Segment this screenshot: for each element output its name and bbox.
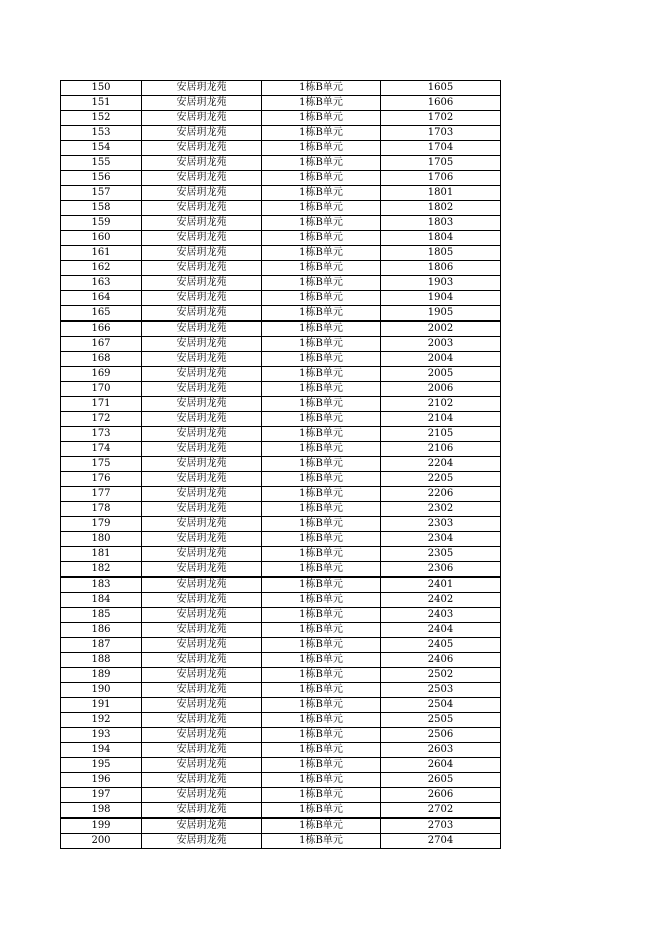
building-unit-cell: 1栋B单元	[262, 532, 381, 547]
row-number-cell: 180	[61, 532, 142, 547]
building-unit-cell: 1栋B单元	[262, 593, 381, 608]
table-row	[61, 246, 501, 261]
community-name-cell: 安居玥龙苑	[142, 502, 262, 517]
row-number-cell: 187	[61, 638, 142, 653]
community-name-cell: 安居玥龙苑	[142, 547, 262, 562]
row-number-cell: 179	[61, 517, 142, 532]
room-number-cell: 2703	[381, 818, 501, 834]
community-name-cell: 安居玥龙苑	[142, 593, 262, 608]
community-name-cell: 安居玥龙苑	[142, 96, 262, 111]
building-unit-cell: 1栋B单元	[262, 111, 381, 126]
community-name-cell: 安居玥龙苑	[142, 818, 262, 834]
room-number-cell: 2404	[381, 623, 501, 638]
table-row	[61, 593, 501, 608]
room-number-cell: 2302	[381, 502, 501, 517]
table-row	[61, 111, 501, 126]
building-unit-cell: 1栋B单元	[262, 577, 381, 593]
room-number-cell: 1606	[381, 96, 501, 111]
row-number-cell: 169	[61, 367, 142, 382]
table-row	[61, 487, 501, 502]
building-unit-cell: 1栋B单元	[262, 713, 381, 728]
table-row	[61, 186, 501, 201]
building-unit-cell: 1栋B单元	[262, 367, 381, 382]
table-row	[61, 834, 501, 849]
room-number-cell: 1704	[381, 141, 501, 156]
building-unit-cell: 1栋B单元	[262, 728, 381, 743]
row-number-cell: 158	[61, 201, 142, 216]
table-row	[61, 231, 501, 246]
row-number-cell: 198	[61, 803, 142, 819]
room-number-cell: 2204	[381, 457, 501, 472]
room-number-cell: 1705	[381, 156, 501, 171]
table-row	[61, 577, 501, 593]
community-name-cell: 安居玥龙苑	[142, 126, 262, 141]
row-number-cell: 166	[61, 321, 142, 337]
community-name-cell: 安居玥龙苑	[142, 638, 262, 653]
building-unit-cell: 1栋B单元	[262, 698, 381, 713]
room-number-cell: 2605	[381, 773, 501, 788]
room-number-cell: 2503	[381, 683, 501, 698]
room-number-cell: 1804	[381, 231, 501, 246]
table-row	[61, 261, 501, 276]
room-number-cell: 1605	[381, 81, 501, 96]
row-number-cell: 165	[61, 306, 142, 322]
room-number-cell: 2402	[381, 593, 501, 608]
community-name-cell: 安居玥龙苑	[142, 713, 262, 728]
row-number-cell: 177	[61, 487, 142, 502]
row-number-cell: 154	[61, 141, 142, 156]
building-unit-cell: 1栋B单元	[262, 638, 381, 653]
community-name-cell: 安居玥龙苑	[142, 668, 262, 683]
room-number-cell: 2002	[381, 321, 501, 337]
building-unit-cell: 1栋B单元	[262, 321, 381, 337]
table-row	[61, 457, 501, 472]
table-row	[61, 713, 501, 728]
table-row	[61, 803, 501, 819]
table-row	[61, 728, 501, 743]
row-number-cell: 159	[61, 216, 142, 231]
room-number-cell: 1706	[381, 171, 501, 186]
building-unit-cell: 1栋B单元	[262, 457, 381, 472]
community-name-cell: 安居玥龙苑	[142, 427, 262, 442]
table-row	[61, 517, 501, 532]
room-number-cell: 2106	[381, 442, 501, 457]
community-name-cell: 安居玥龙苑	[142, 653, 262, 668]
row-number-cell: 151	[61, 96, 142, 111]
building-unit-cell: 1栋B单元	[262, 231, 381, 246]
room-number-cell: 2206	[381, 487, 501, 502]
room-number-cell: 2003	[381, 337, 501, 352]
room-number-cell: 2004	[381, 352, 501, 367]
row-number-cell: 199	[61, 818, 142, 834]
room-number-cell: 1801	[381, 186, 501, 201]
row-number-cell: 171	[61, 397, 142, 412]
table-row	[61, 743, 501, 758]
row-number-cell: 172	[61, 412, 142, 427]
row-number-cell: 182	[61, 562, 142, 578]
community-name-cell: 安居玥龙苑	[142, 276, 262, 291]
table-row	[61, 623, 501, 638]
table-row	[61, 321, 501, 337]
room-number-cell: 1904	[381, 291, 501, 306]
row-number-cell: 181	[61, 547, 142, 562]
room-number-cell: 2505	[381, 713, 501, 728]
community-name-cell: 安居玥龙苑	[142, 111, 262, 126]
building-unit-cell: 1栋B单元	[262, 487, 381, 502]
room-number-cell: 2604	[381, 758, 501, 773]
building-unit-cell: 1栋B单元	[262, 141, 381, 156]
building-unit-cell: 1栋B单元	[262, 683, 381, 698]
row-number-cell: 156	[61, 171, 142, 186]
table-row	[61, 337, 501, 352]
building-unit-cell: 1栋B单元	[262, 306, 381, 322]
room-number-cell: 2401	[381, 577, 501, 593]
community-name-cell: 安居玥龙苑	[142, 577, 262, 593]
building-unit-cell: 1栋B单元	[262, 171, 381, 186]
community-name-cell: 安居玥龙苑	[142, 306, 262, 322]
row-number-cell: 189	[61, 668, 142, 683]
table-row	[61, 683, 501, 698]
building-unit-cell: 1栋B单元	[262, 623, 381, 638]
building-unit-cell: 1栋B单元	[262, 834, 381, 849]
row-number-cell: 193	[61, 728, 142, 743]
room-number-cell: 2506	[381, 728, 501, 743]
room-number-cell: 1903	[381, 276, 501, 291]
community-name-cell: 安居玥龙苑	[142, 367, 262, 382]
community-name-cell: 安居玥龙苑	[142, 788, 262, 803]
building-unit-cell: 1栋B单元	[262, 382, 381, 397]
row-number-cell: 170	[61, 382, 142, 397]
community-name-cell: 安居玥龙苑	[142, 186, 262, 201]
building-unit-cell: 1栋B单元	[262, 96, 381, 111]
building-unit-cell: 1栋B单元	[262, 758, 381, 773]
row-number-cell: 174	[61, 442, 142, 457]
row-number-cell: 153	[61, 126, 142, 141]
building-unit-cell: 1栋B单元	[262, 608, 381, 623]
building-unit-cell: 1栋B单元	[262, 156, 381, 171]
table-row	[61, 141, 501, 156]
room-number-cell: 1802	[381, 201, 501, 216]
room-number-cell: 2702	[381, 803, 501, 819]
building-unit-cell: 1栋B单元	[262, 803, 381, 819]
row-number-cell: 185	[61, 608, 142, 623]
table-body	[61, 81, 501, 849]
community-name-cell: 安居玥龙苑	[142, 171, 262, 186]
table-row	[61, 472, 501, 487]
building-unit-cell: 1栋B单元	[262, 502, 381, 517]
building-unit-cell: 1栋B单元	[262, 773, 381, 788]
room-number-cell: 2006	[381, 382, 501, 397]
community-name-cell: 安居玥龙苑	[142, 412, 262, 427]
table-row	[61, 306, 501, 322]
room-number-cell: 2406	[381, 653, 501, 668]
community-name-cell: 安居玥龙苑	[142, 397, 262, 412]
row-number-cell: 157	[61, 186, 142, 201]
table-row	[61, 502, 501, 517]
building-unit-cell: 1栋B单元	[262, 291, 381, 306]
table-row	[61, 382, 501, 397]
room-number-cell: 2102	[381, 397, 501, 412]
building-unit-cell: 1栋B单元	[262, 427, 381, 442]
row-number-cell: 190	[61, 683, 142, 698]
table-row	[61, 788, 501, 803]
row-number-cell: 192	[61, 713, 142, 728]
table-row	[61, 126, 501, 141]
row-number-cell: 196	[61, 773, 142, 788]
community-name-cell: 安居玥龙苑	[142, 487, 262, 502]
community-name-cell: 安居玥龙苑	[142, 457, 262, 472]
row-number-cell: 184	[61, 593, 142, 608]
building-unit-cell: 1栋B单元	[262, 442, 381, 457]
table-row	[61, 547, 501, 562]
community-name-cell: 安居玥龙苑	[142, 231, 262, 246]
row-number-cell: 155	[61, 156, 142, 171]
community-name-cell: 安居玥龙苑	[142, 216, 262, 231]
table-row	[61, 638, 501, 653]
row-number-cell: 175	[61, 457, 142, 472]
room-number-cell: 2205	[381, 472, 501, 487]
table-row	[61, 562, 501, 578]
room-number-cell: 1806	[381, 261, 501, 276]
table-row	[61, 412, 501, 427]
community-name-cell: 安居玥龙苑	[142, 683, 262, 698]
building-unit-cell: 1栋B单元	[262, 562, 381, 578]
row-number-cell: 200	[61, 834, 142, 849]
community-name-cell: 安居玥龙苑	[142, 442, 262, 457]
table-row	[61, 156, 501, 171]
room-number-cell: 1803	[381, 216, 501, 231]
room-number-cell: 2303	[381, 517, 501, 532]
table-row	[61, 291, 501, 306]
room-number-cell: 2403	[381, 608, 501, 623]
room-number-cell: 2504	[381, 698, 501, 713]
community-name-cell: 安居玥龙苑	[142, 562, 262, 578]
building-unit-cell: 1栋B单元	[262, 201, 381, 216]
community-name-cell: 安居玥龙苑	[142, 201, 262, 216]
community-name-cell: 安居玥龙苑	[142, 758, 262, 773]
table-row	[61, 532, 501, 547]
room-number-cell: 2306	[381, 562, 501, 578]
building-unit-cell: 1栋B单元	[262, 126, 381, 141]
community-name-cell: 安居玥龙苑	[142, 743, 262, 758]
row-number-cell: 194	[61, 743, 142, 758]
community-name-cell: 安居玥龙苑	[142, 156, 262, 171]
table-row	[61, 653, 501, 668]
community-name-cell: 安居玥龙苑	[142, 728, 262, 743]
room-number-cell: 1805	[381, 246, 501, 261]
building-unit-cell: 1栋B单元	[262, 653, 381, 668]
building-unit-cell: 1栋B单元	[262, 668, 381, 683]
row-number-cell: 176	[61, 472, 142, 487]
room-number-cell: 2603	[381, 743, 501, 758]
table-row	[61, 427, 501, 442]
building-unit-cell: 1栋B单元	[262, 788, 381, 803]
table-row	[61, 758, 501, 773]
row-number-cell: 188	[61, 653, 142, 668]
room-number-cell: 1702	[381, 111, 501, 126]
row-number-cell: 178	[61, 502, 142, 517]
table-row	[61, 81, 501, 96]
table-row	[61, 442, 501, 457]
building-unit-cell: 1栋B单元	[262, 517, 381, 532]
room-number-cell: 2405	[381, 638, 501, 653]
table-row	[61, 276, 501, 291]
room-number-cell: 2704	[381, 834, 501, 849]
table-row	[61, 216, 501, 231]
building-unit-cell: 1栋B单元	[262, 352, 381, 367]
community-name-cell: 安居玥龙苑	[142, 321, 262, 337]
room-number-cell: 2305	[381, 547, 501, 562]
table-row	[61, 818, 501, 834]
table-row	[61, 698, 501, 713]
data-table	[60, 80, 501, 849]
room-number-cell: 2005	[381, 367, 501, 382]
room-number-cell: 2502	[381, 668, 501, 683]
building-unit-cell: 1栋B单元	[262, 472, 381, 487]
table-row	[61, 171, 501, 186]
community-name-cell: 安居玥龙苑	[142, 834, 262, 849]
row-number-cell: 197	[61, 788, 142, 803]
building-unit-cell: 1栋B单元	[262, 743, 381, 758]
room-number-cell: 2606	[381, 788, 501, 803]
table-row	[61, 352, 501, 367]
community-name-cell: 安居玥龙苑	[142, 532, 262, 547]
community-name-cell: 安居玥龙苑	[142, 472, 262, 487]
building-unit-cell: 1栋B单元	[262, 261, 381, 276]
row-number-cell: 168	[61, 352, 142, 367]
row-number-cell: 161	[61, 246, 142, 261]
building-unit-cell: 1栋B单元	[262, 246, 381, 261]
table-row	[61, 397, 501, 412]
table-row	[61, 773, 501, 788]
community-name-cell: 安居玥龙苑	[142, 773, 262, 788]
row-number-cell: 195	[61, 758, 142, 773]
building-unit-cell: 1栋B单元	[262, 397, 381, 412]
building-unit-cell: 1栋B单元	[262, 186, 381, 201]
community-name-cell: 安居玥龙苑	[142, 337, 262, 352]
building-unit-cell: 1栋B单元	[262, 81, 381, 96]
row-number-cell: 152	[61, 111, 142, 126]
table-row	[61, 201, 501, 216]
table-row	[61, 367, 501, 382]
row-number-cell: 186	[61, 623, 142, 638]
room-number-cell: 2104	[381, 412, 501, 427]
community-name-cell: 安居玥龙苑	[142, 141, 262, 156]
row-number-cell: 173	[61, 427, 142, 442]
community-name-cell: 安居玥龙苑	[142, 261, 262, 276]
row-number-cell: 150	[61, 81, 142, 96]
building-unit-cell: 1栋B单元	[262, 337, 381, 352]
building-unit-cell: 1栋B单元	[262, 276, 381, 291]
community-name-cell: 安居玥龙苑	[142, 803, 262, 819]
community-name-cell: 安居玥龙苑	[142, 623, 262, 638]
row-number-cell: 162	[61, 261, 142, 276]
community-name-cell: 安居玥龙苑	[142, 698, 262, 713]
row-number-cell: 183	[61, 577, 142, 593]
community-name-cell: 安居玥龙苑	[142, 382, 262, 397]
building-unit-cell: 1栋B单元	[262, 216, 381, 231]
room-number-cell: 1905	[381, 306, 501, 322]
row-number-cell: 163	[61, 276, 142, 291]
table-row	[61, 608, 501, 623]
row-number-cell: 191	[61, 698, 142, 713]
room-number-cell: 2105	[381, 427, 501, 442]
community-name-cell: 安居玥龙苑	[142, 352, 262, 367]
building-unit-cell: 1栋B单元	[262, 818, 381, 834]
building-unit-cell: 1栋B单元	[262, 412, 381, 427]
room-number-cell: 2304	[381, 532, 501, 547]
community-name-cell: 安居玥龙苑	[142, 608, 262, 623]
room-number-cell: 1703	[381, 126, 501, 141]
building-unit-cell: 1栋B单元	[262, 547, 381, 562]
table-row	[61, 96, 501, 111]
table-row	[61, 668, 501, 683]
row-number-cell: 164	[61, 291, 142, 306]
community-name-cell: 安居玥龙苑	[142, 291, 262, 306]
community-name-cell: 安居玥龙苑	[142, 517, 262, 532]
row-number-cell: 160	[61, 231, 142, 246]
community-name-cell: 安居玥龙苑	[142, 246, 262, 261]
community-name-cell: 安居玥龙苑	[142, 81, 262, 96]
row-number-cell: 167	[61, 337, 142, 352]
